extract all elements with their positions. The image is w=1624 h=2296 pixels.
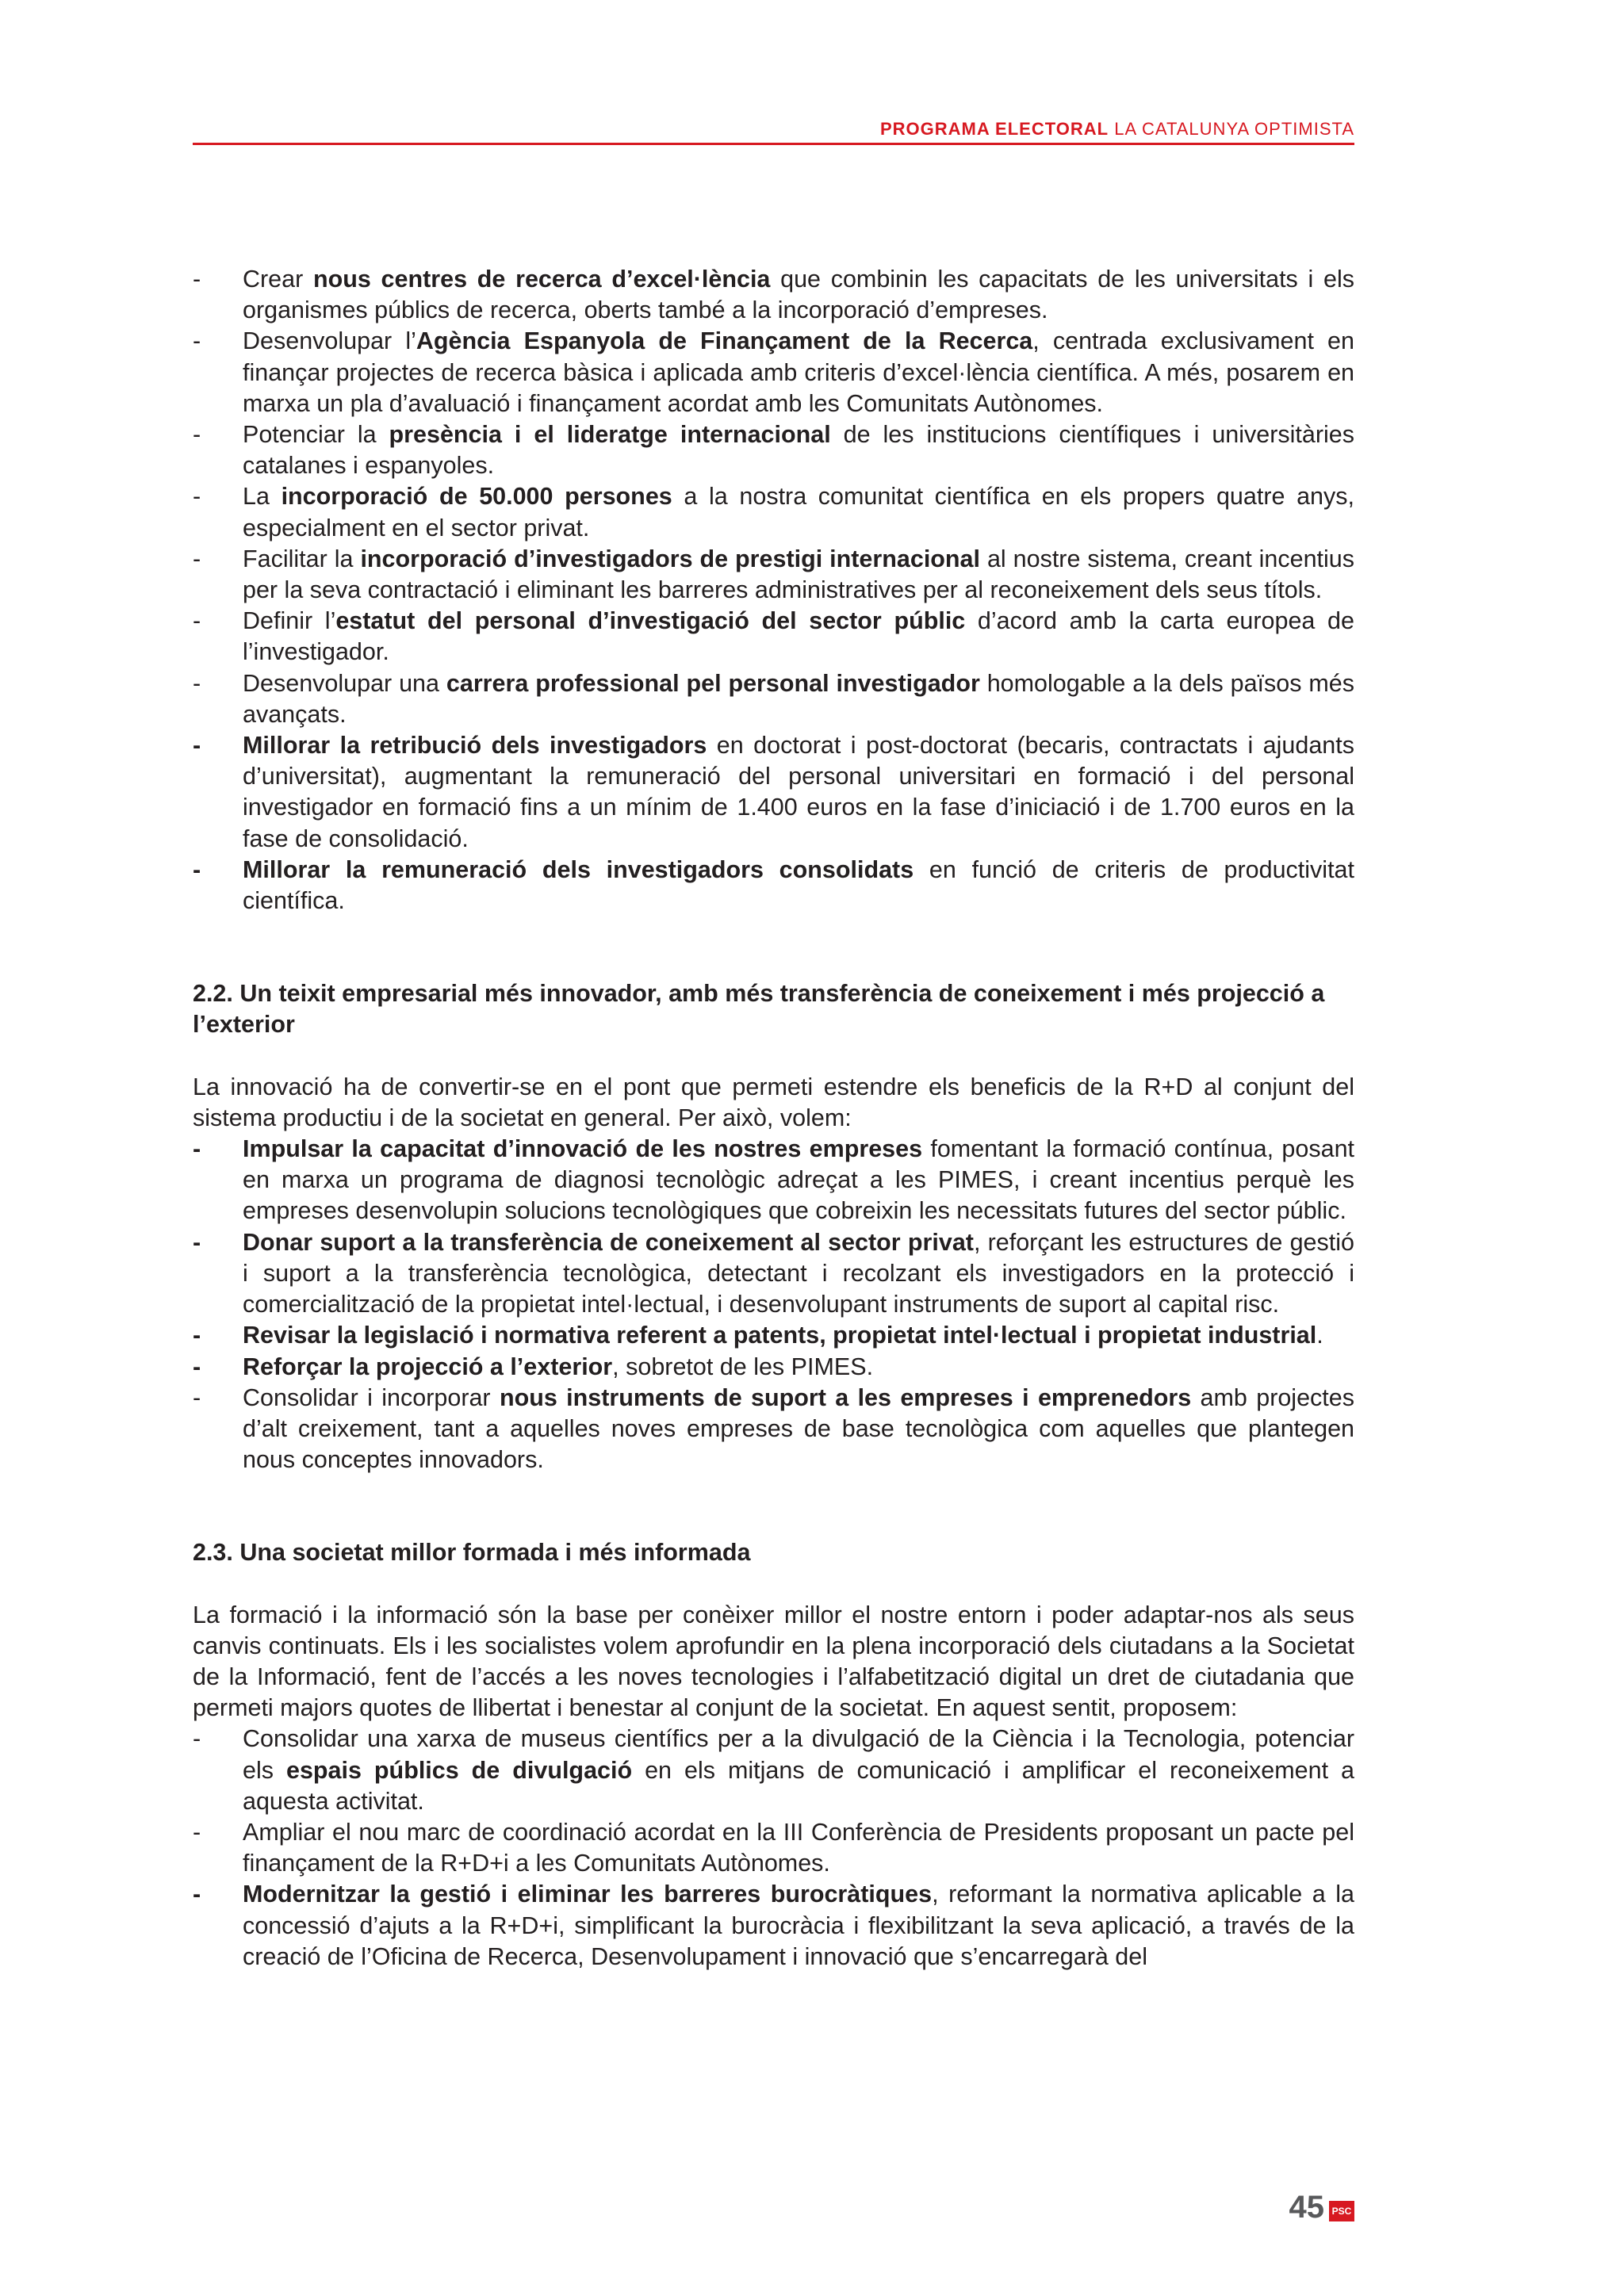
list-item (193, 1134, 1354, 1227)
section-heading-2-3: 2.3. Una societat millor formada i més informada (193, 1539, 751, 1567)
emphasis-text: espais públics de divulgació (285, 1756, 633, 1784)
emphasis-text: Agència Espanyola de Finançament de la Recerca (416, 327, 1033, 355)
list-item (193, 1879, 1354, 1973)
list-item (193, 481, 1354, 543)
body-text: homologable a la dels països més avançats. (243, 669, 1354, 728)
list-item (193, 668, 1354, 730)
body-text: Consolidar una xarxa de museus científics per a la divulgació de la Ciència i la Tecnologia, potenciar els (243, 1725, 1354, 1784)
page-content (193, 264, 1354, 1973)
list-item (193, 1383, 1354, 1476)
emphasis-text: nous instruments de suport a les empreses i emprenedors (499, 1383, 1192, 1411)
body-text: Potenciar la (243, 421, 389, 449)
body-text: que combinin les capacitats de les universitats i els organismes públics de recerca, oberts també a la incorporació d’empreses. (243, 266, 1354, 324)
body-text: Facilitar la (243, 545, 361, 572)
body-text: de les institucions científiques i universitàries catalanes i espanyoles. (243, 421, 1354, 480)
list-item (193, 1352, 1354, 1383)
list-item (193, 264, 1354, 326)
body-text: en funció de criteris de productivitat científica. (243, 855, 1354, 915)
emphasis-text: Donar suport a la transferència de coneixement al sector privat (243, 1228, 974, 1256)
section1-list (193, 264, 1354, 916)
psc-logo: PSC (1329, 2201, 1354, 2221)
body-text: Ampliar el nou marc de coordinació acordat en la III Conferència de Presidents proposant un pacte pel finançament de la R+D+i a les Comunitats Autònomes. (243, 1818, 1354, 1877)
section3-intro: La formació i la informació són la base per conèixer millor el nostre entorn i poder adaptar-nos als seus canvis continuats. Els i les socialistes volem aprofundir en la plena incorporació dels ciutadans a la Societat de la Informació, fent de l’accés a les noves tecnologies i l’alfabetització digital un dret de ciutadania que permeti majors quotes de llibertat i benestar al conjunt de la societat. En aquest sentit, proposem: (193, 1601, 1354, 1722)
header-rule (193, 143, 1354, 145)
body-text: , sobretot de les PIMES. (612, 1353, 874, 1380)
body-text: Consolidar i incorporar (243, 1383, 500, 1411)
body-text: en els mitjans de comunicació i amplificar el reconeixement a aquesta activitat. (243, 1756, 1354, 1815)
body-text: d’acord amb la carta europea de l’investigador. (243, 607, 1354, 666)
section-heading-2-2: 2.2. Un teixit empresarial més innovador, amb més transferència de coneixement i més projecció a l’exterior (193, 980, 1325, 1039)
body-text: fomentant la formació contínua, posant en marxa un programa de diagnosi tecnològic adreçat a les PIMES, i creant incentius perquè les empreses desenvolupin solucions tecnològiques que cobreixin les necessitats futures del sector públic. (243, 1135, 1355, 1225)
emphasis-text: carrera professional pel personal investigador (446, 669, 980, 697)
emphasis-text: estatut del personal d’investigació del sector públic (335, 607, 966, 635)
body-text: Crear (243, 266, 313, 293)
header-subtitle: LA CATALUNYA OPTIMISTA (1114, 119, 1354, 139)
body-text: Desenvolupar l’ (243, 327, 416, 355)
list-item (193, 730, 1354, 855)
body-text: al nostre sistema, creant incentius per la seva contractació i eliminant les barreres administratives per al reconeixement dels seus títols. (243, 545, 1355, 604)
emphasis-text: incorporació d’investigadors de prestigi internacional (360, 545, 980, 572)
section2-intro: La innovació ha de convertir-se en el pont que permeti estendre els beneficis de la R+D al conjunt del sistema productiu i de la societat en general. Per això, volem: (193, 1073, 1354, 1131)
emphasis-text: presència i el lideratge internacional (389, 421, 831, 449)
list-item (193, 1817, 1354, 1879)
list-item (193, 1227, 1354, 1321)
emphasis-text: Revisar la legislació i normativa referent a patents, propietat intel·lectual i propietat industrial (243, 1322, 1317, 1349)
body-text: , reforçant les estructures de gestió i suport a la transferència tecnològica, detectant i recolzant els investigadors en la protecció i comercialització de la propietat intel·lectual, i desenvolupant instruments de suport al capital risc. (243, 1228, 1354, 1318)
body-text: . (1316, 1322, 1323, 1349)
emphasis-text: Millorar la retribució dels investigadors (243, 732, 707, 760)
list-item (193, 1724, 1354, 1817)
running-header (193, 119, 1354, 140)
list-item (193, 544, 1354, 606)
list-item (193, 419, 1354, 481)
page-number: 45 (1289, 2190, 1324, 2225)
section2-list (193, 1134, 1354, 1475)
emphasis-text: incorporació de 50.000 persones (281, 483, 672, 511)
body-text: La (243, 483, 282, 511)
page-footer (1289, 2190, 1355, 2225)
body-text: , centrada exclusivament en finançar projectes de recerca bàsica i aplicada amb criteris d’excel·lència científica. A més, posarem en marxa un pla d’avaluació i finançament acordat amb les Comunitats Autònomes. (243, 327, 1354, 417)
body-text: Desenvolupar una (243, 669, 446, 697)
list-item (193, 1320, 1354, 1351)
list-item (193, 606, 1354, 668)
body-text: en doctorat i post-doctorat (becaris, contractats i ajudants d’universitat), augmentant la remuneració del personal universitari en formació i del personal investigador en formació fins a un mínim de 1.400 euros en la fase d’iniciació i de 1.700 euros en la fase de consolidació. (243, 732, 1354, 852)
body-text: amb projectes d’alt creixement, tant a aquelles noves empreses de base tecnològica com aquelles que plantegen nous conceptes innovadors. (243, 1383, 1354, 1474)
body-text: , reformant la normativa aplicable a la concessió d’ajuts a la R+D+i, simplificant la burocràcia i flexibilitzant la seva aplicació, a través de la creació de l’Oficina de Recerca, Desenvolupament i innovació que s’encarregarà del (243, 1881, 1354, 1970)
emphasis-text: Impulsar la capacitat d’innovació de les nostres empreses (243, 1135, 923, 1163)
list-item (193, 855, 1354, 916)
body-text: a la nostra comunitat científica en els propers quatre anys, especialment en el sector privat. (243, 483, 1354, 541)
section3-list (193, 1724, 1354, 1973)
emphasis-text: nous centres de recerca d’excel·lència (312, 266, 771, 293)
body-text: Definir l’ (243, 607, 336, 635)
header-title: PROGRAMA ELECTORAL (879, 119, 1109, 139)
emphasis-text: Reforçar la projecció a l’exterior (243, 1353, 613, 1380)
list-item (193, 326, 1354, 419)
emphasis-text: Modernitzar la gestió i eliminar les barreres burocràtiques (243, 1881, 933, 1908)
emphasis-text: Millorar la remuneració dels investigadors consolidats (243, 855, 914, 883)
